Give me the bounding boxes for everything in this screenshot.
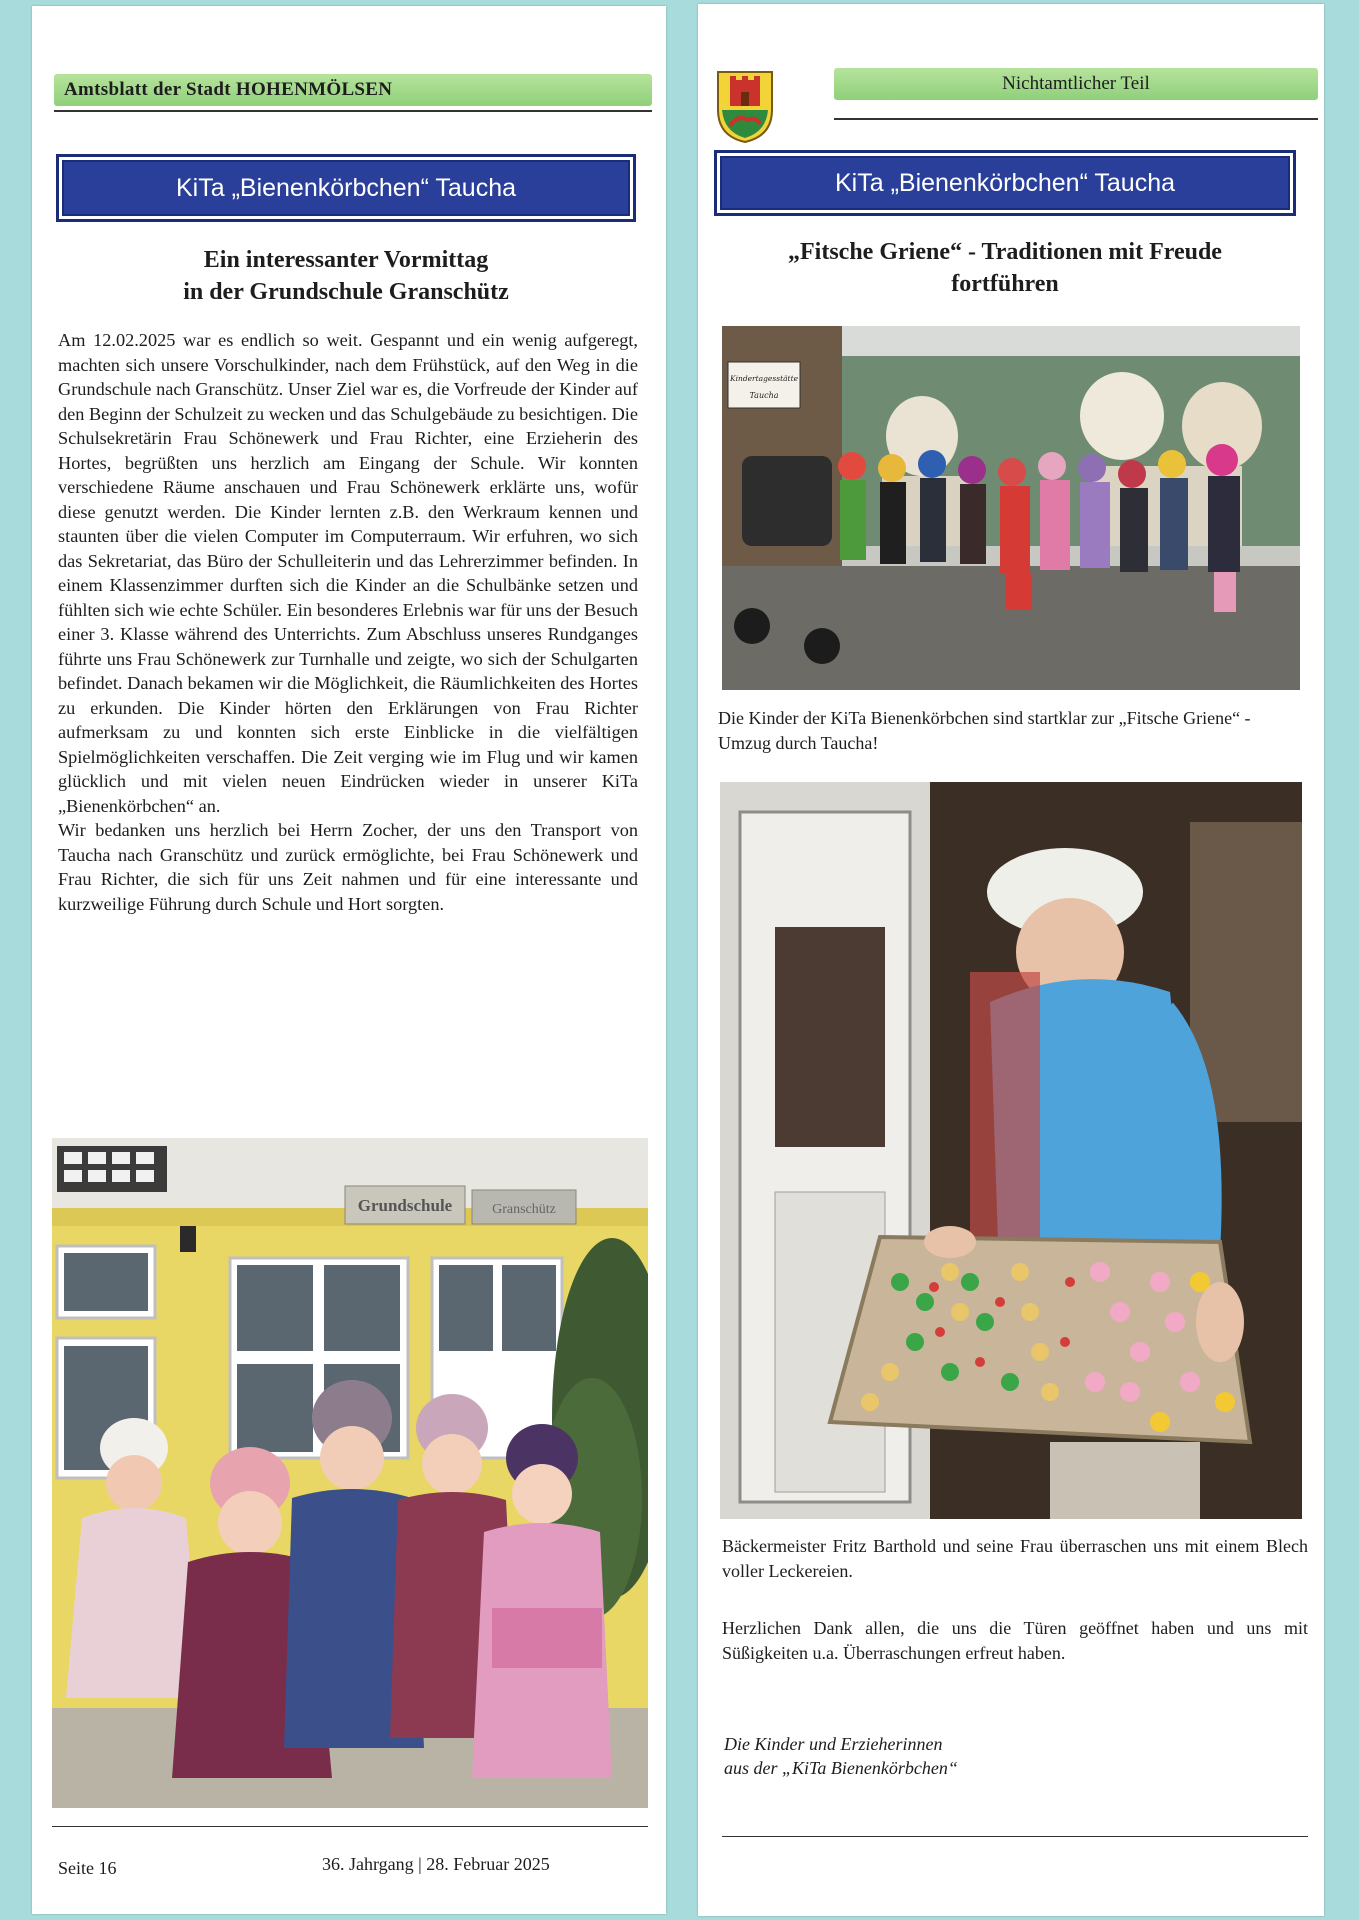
signoff-line1: Die Kinder und Erzieherinnen (724, 1734, 943, 1754)
baker-photo-caption: Bäckermeister Fritz Barthold und seine Frau überraschen uns mit einem Blech voller Leckereien. (722, 1536, 1308, 1581)
left-paragraph-2: Wir bedanken uns herzlich bei Herrn Zocher, der uns den Transport von Taucha nach Granschütz und zurück ermöglichte, bei Frau Schönewerk und Frau Richter, die sich für uns Zeit nahmen und für eine interessante und kurzweilige Führung durch Schule und Hort sorgten. (58, 820, 638, 914)
footer-issue: 36. Jahrgang | 28. Februar 2025 (322, 1854, 550, 1874)
right-kita-box: KiTa „Bienenkörbchen“ Taucha (714, 150, 1296, 216)
left-kita-box: KiTa „Bienenkörbchen“ Taucha (56, 154, 636, 222)
left-headline-line1: Ein interessanter Vormittag (203, 247, 489, 273)
left-paragraph-1: Am 12.02.2025 war es endlich so weit. Gespannt und ein wenig aufgeregt, machten sich unsere Vorschulkinder, nach dem Frühstück, auf den Weg in die Grundschule nach Granschütz. Unser Ziel war es, die Vorfreude der Kinder auf den Beginn der Schulzeit zu wecken und das Schulgebäude zu besichtigen. Die Schulsekretärin Frau Schönewerk und Frau Richter, eine Erzieherin des Hortes, begrüßten uns herzlich am Eingang der Schule. Wir konnten verschiedene Räume anschauen und Frau Schönewerk erklärte uns, wofür diese genutzt werden. Die Kinder lernten z.B. den Werkraum kennen und staunten über die vielen Computer im Computerraum. Wir erfuhren, wo sich das Sekretariat, das Büro der Schulleiterin und das Lehrerzimmer befinden. In einem Klassenzimmer durften sich die Kinder an die Schulbänke setzen und fühlten sich wie echte Schüler. Ein besonderes Erlebnis war für uns der Besuch einer 3. Klasse während des Unterrichts. Zum Abschluss unseres Rundganges führte uns Frau Schönewerk zur Turnhalle und zeigte, wo sich der Schulgarten befindet. Danach bekamen wir die Möglichkeit, die Räumlichkeiten des Hortes zu erkunden. Die Kinder hörten den Erklärungen von Frau Richter aufmerksam zu und konnten sich erste Einblicke in die vielfältigen Spielmöglichkeiten verschaffen. Die Zeit verging wie im Flug und wir kamen glücklich und mit vielen neuen Eindrücken wieder in unserer KiTa „Bienenkörbchen“ an. (58, 330, 638, 816)
right-headline-line2: fortführen (951, 271, 1059, 297)
left-header-bar: Amtsblatt der Stadt HOHENMÖLSEN (54, 74, 652, 106)
left-clipping (32, 6, 666, 1914)
signoff-line2: aus der „KiTa Bienenkörbchen“ (724, 1758, 958, 1778)
footer-rule (52, 1826, 648, 1827)
school-children-illustration (52, 1138, 648, 1808)
svg-text:Taucha: Taucha (749, 391, 779, 400)
signoff (724, 1732, 958, 1780)
group-photo-caption: Die Kinder der KiTa Bienenkörbchen sind startklar zur „Fitsche Griene“ - Umzug durch Taucha! (718, 708, 1251, 753)
right-footer-rule (722, 1836, 1308, 1837)
left-headline-line2: in der Grundschule Granschütz (183, 279, 509, 305)
city-coat-of-arms-icon (716, 70, 774, 144)
school-children-photo (52, 1138, 648, 1808)
baker-photo (720, 782, 1302, 1519)
school-sign-1: Grundschule (357, 1196, 453, 1215)
right-headline (714, 236, 1296, 300)
right-header-rule (834, 118, 1318, 120)
school-sign-2: Granschütz (492, 1202, 556, 1217)
right-header-bar: Nichtamtlicher Teil (834, 68, 1318, 100)
footer-page-number: Seite 16 (58, 1858, 117, 1878)
thanks-paragraph: Herzlichen Dank allen, die uns die Türen geöffnet haben und uns mit Süßigkeiten u.a. Überraschungen erfreut haben. (722, 1618, 1308, 1663)
svg-text:Kindertagesstätte: Kindertagesstätte (729, 374, 799, 383)
right-clipping (698, 4, 1324, 1916)
right-headline-line1: „Fitsche Griene“ - Traditionen mit Freude (788, 239, 1222, 265)
kita-group-photo (722, 326, 1300, 690)
header-rule (54, 110, 652, 112)
left-article-body (58, 328, 638, 916)
baker-photo-illustration (720, 782, 1302, 1519)
left-headline (56, 244, 636, 308)
group-photo-illustration (722, 326, 1300, 690)
